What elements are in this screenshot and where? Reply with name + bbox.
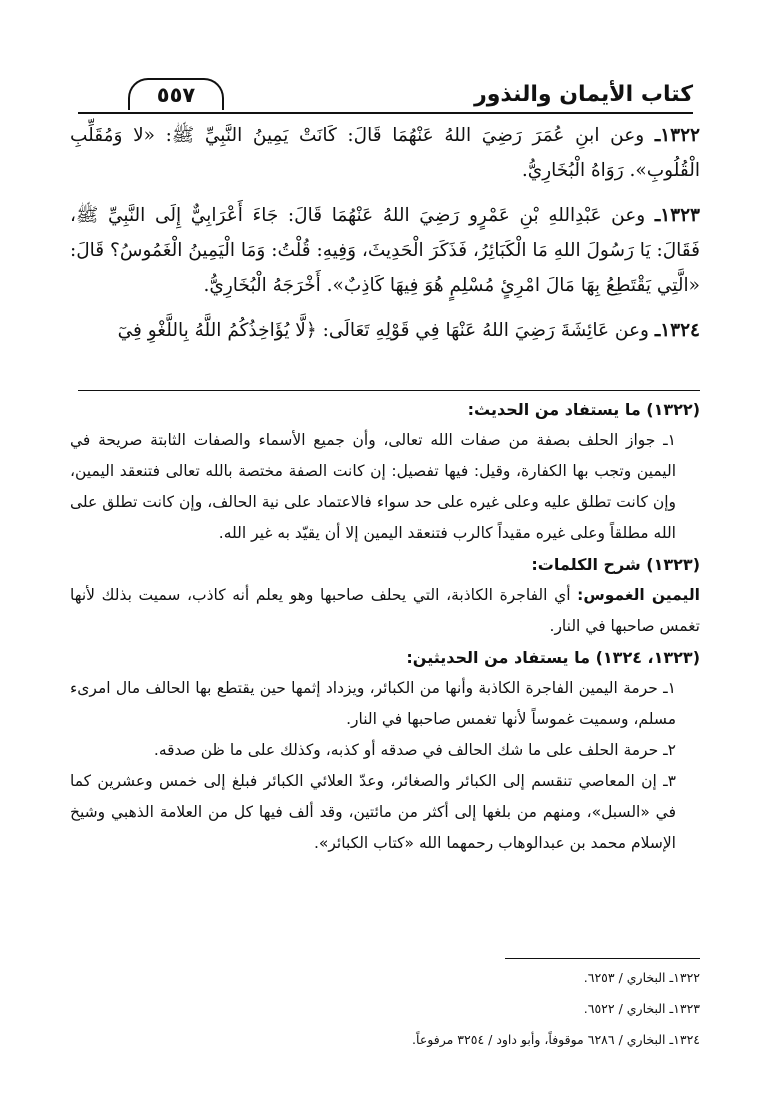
hadith-1322 [70, 118, 700, 188]
hadith-1324 [70, 313, 700, 348]
footnote: ١٣٢٤ـ البخاري / ٦٢٨٦ موقوفاً، وأبو داود / ٣٢٥٤ مرفوعاً. [412, 1032, 700, 1047]
section-divider [78, 390, 700, 391]
book-title: كتاب الأيمان والنذور [474, 82, 693, 107]
section-heading: (١٣٢٣، ١٣٢٤) ما يستفاد من الحديثين: [406, 648, 700, 667]
hadith-number: ١٣٢٢ـ [654, 125, 700, 146]
page-number: ٥٥٧ [128, 78, 224, 110]
hadith-text: وعن عَبْدِاللهِ بْنِ عَمْرٍو رَضِيَ اللهُ عَنْهُمَا قَالَ: جَاءَ أَعْرَابِيٌّ إِلَى النَّبِيِّ ﷺ، فَقَالَ: يَا رَسُولَ اللهِ مَا الْكَبَائِرُ، فَذَكَرَ الْحَدِيثَ، وَفِيهِ: قُلْتُ: وَمَا الْيَمِينُ الْغَمُوسُ؟ قَالَ: «الَّتِي يَقْتَطِعُ بِهَا مَالَ امْرِئٍ مُسْلِمٍ هُوَ فِيهَا كَاذِبٌ». أَخْرَجَهُ الْبُخَارِيُّ. [70, 205, 700, 296]
footnote: ١٣٢٣ـ البخاري / ٦٥٢٢. [583, 1001, 700, 1016]
footnote: ١٣٢٢ـ البخاري / ٦٢٥٣. [583, 970, 700, 985]
defined-term: اليمين الغموس: [577, 586, 700, 604]
hadith-number: ١٣٢٣ـ [654, 205, 700, 226]
hadith-section [70, 118, 700, 358]
benefit-item: ٣ـ إن المعاصي تنقسم إلى الكبائر والصغائر، وعدّ العلائي الكبائر فبلغ إلى خمس وعشرين كما في «السبل»، ومنهم من بلغها إلى أكثر من مائتين، وقد ألف فيها كل من العلامة الذهبي وشيخ الإسلام محمد بن عبدالوهاب رحمهما الله «كتاب الكبائر». [70, 772, 676, 852]
benefit-item: ٢ـ حرمة الحلف على ما شك الحالف في صدقه أو كذبه، وكذلك على ما ظن صدقه. [153, 741, 676, 759]
hadith-text: وعن عَائِشَةَ رَضِيَ اللهُ عَنْهَا فِي قَوْلِهِ تَعَالَى: ﴿لَّا يُؤَاخِذُكُمُ اللَّهُ بِاللَّغْوِ فِيٓ [117, 320, 649, 341]
hadith-1323 [70, 198, 700, 303]
term-definition: أي الفاجرة الكاذبة، التي يحلف صاحبها وهو يعلم أنه كاذب، سميت بذلك لأنها تغمس صاحبها في النار. [70, 586, 700, 635]
page-header [78, 78, 693, 114]
benefit-item: ١ـ حرمة اليمين الفاجرة الكاذبة وأنها من الكبائر، ويزداد إثمها حين يقتطع بها الحالف مال امرىء مسلم، وسميت غموساً لأنها تغمس صاحبها في النار. [70, 679, 676, 728]
benefit-item: ١ـ جواز الحلف بصفة من صفات الله تعالى، وأن جميع الأسماء والصفات الثابتة صريحة في اليمين وتجب بها الكفارة، وقيل: فيها تفصيل: إن كانت الصفة مختصة بالله تعالى فتنعقد اليمين، وإن كانت تطلق عليه وعلى غيره على حد سواء فالاعتماد على نية الحالف، وإن كانت تطلق على الله مطلقاً وعلى غيره مقيداً كالرب فتنعقد اليمين إلا أن يقيّد به غير الله. [70, 431, 676, 542]
footnote-divider [505, 958, 700, 959]
footnotes [60, 962, 700, 1055]
hadith-text: وعن ابنِ عُمَرَ رَضِيَ اللهُ عَنْهُمَا قَالَ: كَانَتْ يَمِينُ النَّبِيِّ ﷺ: «لا وَمُقَلِّبِ الْقُلُوبِ». رَوَاهُ الْبُخَارِيُّ. [70, 125, 700, 181]
section-heading: (١٣٢٢) ما يستفاد من الحديث: [467, 400, 700, 419]
hadith-number: ١٣٢٤ـ [654, 320, 700, 341]
section-heading: (١٣٢٣) شرح الكلمات: [531, 555, 700, 574]
commentary-section [70, 394, 700, 859]
word-definition [70, 580, 700, 642]
